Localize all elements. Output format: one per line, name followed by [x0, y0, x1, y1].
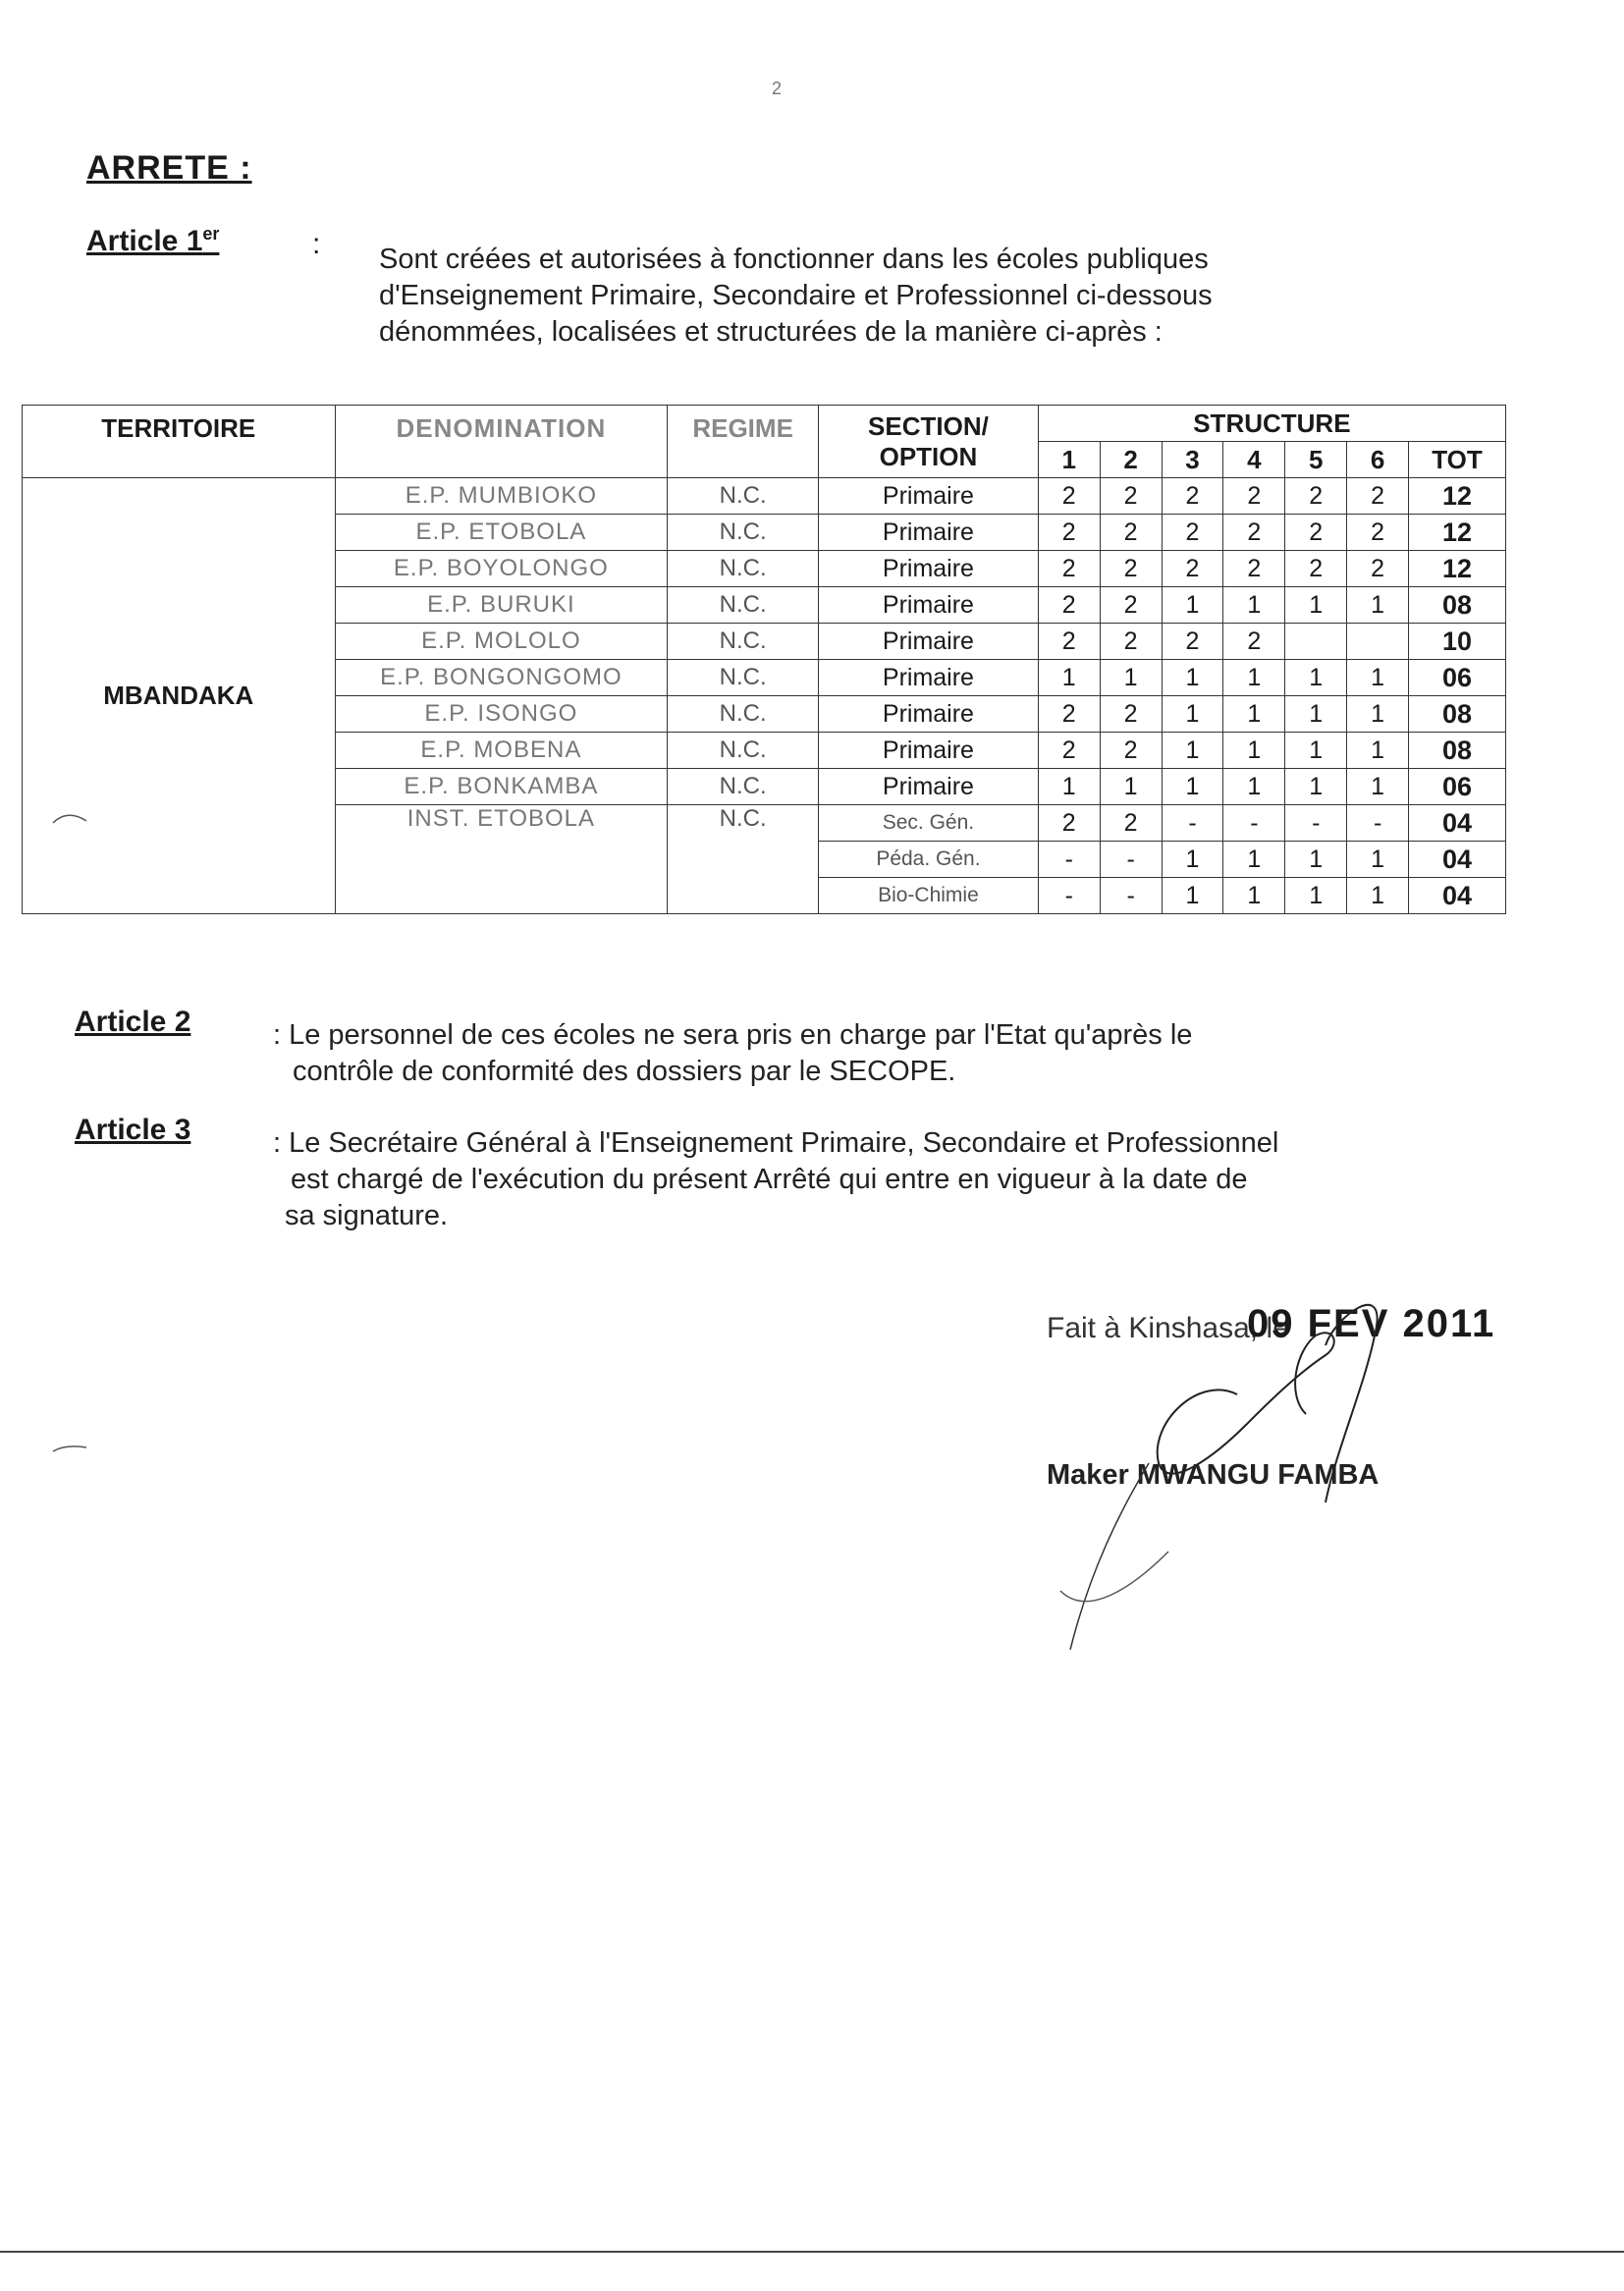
count-cell: 1 [1162, 769, 1223, 805]
total-cell: 04 [1409, 842, 1506, 878]
regime-cell: N.C. [668, 805, 819, 914]
count-cell: - [1038, 842, 1100, 878]
header-structure: STRUCTURE [1038, 406, 1505, 442]
count-cell: - [1100, 878, 1162, 914]
section-cell: Primaire [819, 660, 1039, 696]
regime-cell: N.C. [668, 696, 819, 733]
count-cell: 1 [1285, 696, 1347, 733]
count-cell: 1 [1285, 733, 1347, 769]
header-col-1: 1 [1038, 442, 1100, 478]
article-1-line-2: d'Enseignement Primaire, Secondaire et Professionnel ci-dessous [379, 280, 1213, 311]
regime-cell: N.C. [668, 733, 819, 769]
count-cell: 2 [1223, 515, 1285, 551]
header-col-5: 5 [1285, 442, 1347, 478]
total-cell: 04 [1409, 805, 1506, 842]
article-3-line-1: : Le Secrétaire Général à l'Enseignement Primaire, Secondaire et Professionnel [273, 1127, 1279, 1159]
count-cell: 2 [1285, 551, 1347, 587]
count-cell: - [1038, 878, 1100, 914]
count-cell: 1 [1223, 660, 1285, 696]
regime-cell: N.C. [668, 587, 819, 624]
count-cell: 2 [1162, 624, 1223, 660]
denomination-cell: E.P. MOLOLO [335, 624, 668, 660]
header-denomination: DENOMINATION [335, 406, 668, 478]
count-cell: 1 [1038, 769, 1100, 805]
count-cell: 1 [1347, 769, 1409, 805]
header-section-option: SECTION/ OPTION [819, 406, 1039, 478]
count-cell: 2 [1223, 478, 1285, 515]
header-regime: REGIME [668, 406, 819, 478]
count-cell: 2 [1100, 515, 1162, 551]
count-cell: 1 [1223, 733, 1285, 769]
count-cell: 2 [1038, 624, 1100, 660]
count-cell: 2 [1223, 624, 1285, 660]
count-cell: 2 [1285, 515, 1347, 551]
count-cell: 1 [1285, 842, 1347, 878]
count-cell: - [1285, 805, 1347, 842]
scan-mark-icon [51, 1440, 90, 1459]
count-cell: 1 [1347, 696, 1409, 733]
header-territoire: TERRITOIRE [23, 406, 336, 478]
count-cell [1347, 624, 1409, 660]
section-cell: Primaire [819, 551, 1039, 587]
count-cell: 1 [1162, 878, 1223, 914]
signature-place: Fait à Kinshasa, le [1047, 1312, 1289, 1344]
article-3-text [273, 1125, 1278, 1234]
total-cell: 12 [1409, 478, 1506, 515]
count-cell: 1 [1285, 660, 1347, 696]
header-col-6: 6 [1347, 442, 1409, 478]
count-cell: 1 [1223, 696, 1285, 733]
count-cell: 1 [1347, 660, 1409, 696]
article-2-text [273, 1017, 1192, 1090]
count-cell: 2 [1038, 733, 1100, 769]
page-bottom-rule [0, 2251, 1624, 2253]
regime-cell: N.C. [668, 478, 819, 515]
count-cell: 2 [1038, 478, 1100, 515]
total-cell: 10 [1409, 624, 1506, 660]
page-number: 2 [772, 79, 783, 98]
total-cell: 08 [1409, 587, 1506, 624]
count-cell: 1 [1223, 769, 1285, 805]
total-cell: 12 [1409, 515, 1506, 551]
article-2-line-1: : Le personnel de ces écoles ne sera pris en charge par l'Etat qu'après le [273, 1019, 1193, 1051]
handwritten-signature-icon [1001, 1257, 1414, 1669]
total-cell: 08 [1409, 696, 1506, 733]
count-cell: - [1223, 805, 1285, 842]
count-cell: 1 [1285, 587, 1347, 624]
article-1-text [379, 242, 1213, 351]
regime-cell: N.C. [668, 769, 819, 805]
article-3-label: Article 3 [75, 1114, 191, 1146]
count-cell: 1 [1223, 587, 1285, 624]
denomination-cell: E.P. BOYOLONGO [335, 551, 668, 587]
count-cell: 2 [1162, 515, 1223, 551]
total-cell: 06 [1409, 769, 1506, 805]
count-cell: 2 [1038, 551, 1100, 587]
count-cell: 1 [1162, 842, 1223, 878]
article-2-label: Article 2 [75, 1006, 191, 1038]
section-cell: Primaire [819, 587, 1039, 624]
section-cell: Primaire [819, 733, 1039, 769]
article-3-line-3: sa signature. [285, 1200, 449, 1231]
article-1-colon: : [312, 228, 321, 260]
regime-cell: N.C. [668, 624, 819, 660]
count-cell: 2 [1347, 478, 1409, 515]
regime-cell: N.C. [668, 551, 819, 587]
section-cell: Primaire [819, 769, 1039, 805]
count-cell: 2 [1100, 696, 1162, 733]
count-cell: 1 [1285, 878, 1347, 914]
regime-cell: N.C. [668, 660, 819, 696]
section-cell: Primaire [819, 624, 1039, 660]
count-cell: 1 [1347, 878, 1409, 914]
table-row [23, 478, 1506, 515]
decree-heading: ARRETE : [86, 149, 252, 187]
count-cell: 1 [1347, 587, 1409, 624]
count-cell: 2 [1038, 696, 1100, 733]
count-cell: 1 [1038, 660, 1100, 696]
count-cell: - [1100, 842, 1162, 878]
total-cell: 06 [1409, 660, 1506, 696]
count-cell: - [1162, 805, 1223, 842]
count-cell: 1 [1100, 769, 1162, 805]
count-cell: 2 [1162, 551, 1223, 587]
count-cell: 2 [1100, 733, 1162, 769]
count-cell: 2 [1038, 515, 1100, 551]
header-col-2: 2 [1100, 442, 1162, 478]
denomination-cell: E.P. ETOBOLA [335, 515, 668, 551]
count-cell: 2 [1162, 478, 1223, 515]
count-cell: 1 [1100, 660, 1162, 696]
count-cell: 2 [1100, 478, 1162, 515]
article-2-line-2: contrôle de conformité des dossiers par le SECOPE. [293, 1056, 956, 1087]
header-col-4: 4 [1223, 442, 1285, 478]
count-cell: 1 [1162, 733, 1223, 769]
schools-table [22, 405, 1506, 914]
count-cell: 1 [1347, 733, 1409, 769]
total-cell: 04 [1409, 878, 1506, 914]
scan-mark-icon [51, 809, 90, 829]
denomination-cell: E.P. MOBENA [335, 733, 668, 769]
count-cell: 2 [1347, 515, 1409, 551]
territoire-cell: MBANDAKA [23, 478, 336, 914]
denomination-cell: INST. ETOBOLA [335, 805, 668, 914]
section-cell: Primaire [819, 696, 1039, 733]
section-cell: Primaire [819, 478, 1039, 515]
count-cell: 1 [1285, 769, 1347, 805]
denomination-cell: E.P. BONGONGOMO [335, 660, 668, 696]
count-cell: 2 [1100, 587, 1162, 624]
count-cell [1285, 624, 1347, 660]
header-tot: TOT [1409, 442, 1506, 478]
signatory-name: Maker MWANGU FAMBA [1047, 1459, 1380, 1491]
article-1-line-1: Sont créées et autorisées à fonctionner dans les écoles publiques [379, 244, 1209, 275]
section-cell: Primaire [819, 515, 1039, 551]
section-cell: Sec. Gén. [819, 805, 1039, 842]
count-cell: 2 [1100, 805, 1162, 842]
article-1-line-3: dénommées, localisées et structurées de la manière ci-après : [379, 316, 1163, 348]
denomination-cell: E.P. MUMBIOKO [335, 478, 668, 515]
total-cell: 08 [1409, 733, 1506, 769]
count-cell: 2 [1347, 551, 1409, 587]
count-cell: 1 [1223, 842, 1285, 878]
denomination-cell: E.P. BURUKI [335, 587, 668, 624]
count-cell: 1 [1162, 660, 1223, 696]
count-cell: 1 [1223, 878, 1285, 914]
header-col-3: 3 [1162, 442, 1223, 478]
total-cell: 12 [1409, 551, 1506, 587]
count-cell: 2 [1100, 551, 1162, 587]
count-cell: 2 [1038, 587, 1100, 624]
count-cell: 2 [1038, 805, 1100, 842]
count-cell: 1 [1162, 587, 1223, 624]
regime-cell: N.C. [668, 515, 819, 551]
section-cell: Péda. Gén. [819, 842, 1039, 878]
article-1-label: Article 1er [86, 224, 220, 257]
article-3-line-2: est chargé de l'exécution du présent Arrêté qui entre en vigueur à la date de [291, 1164, 1248, 1195]
count-cell: 1 [1347, 842, 1409, 878]
count-cell: 2 [1285, 478, 1347, 515]
count-cell: 2 [1100, 624, 1162, 660]
signature-date: 09 FEV 2011 [1247, 1302, 1496, 1345]
count-cell: - [1347, 805, 1409, 842]
denomination-cell: E.P. ISONGO [335, 696, 668, 733]
section-cell: Bio-Chimie [819, 878, 1039, 914]
count-cell: 2 [1223, 551, 1285, 587]
count-cell: 1 [1162, 696, 1223, 733]
denomination-cell: E.P. BONKAMBA [335, 769, 668, 805]
